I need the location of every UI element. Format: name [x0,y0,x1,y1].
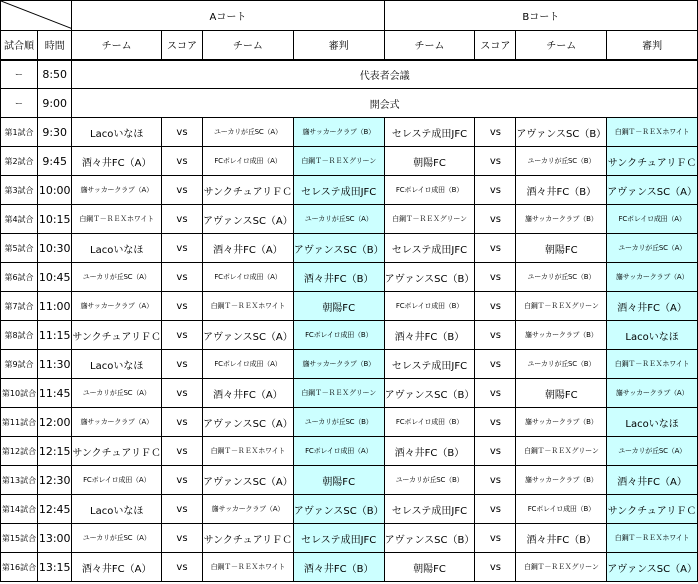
match-number: 第9試合 [1,350,38,379]
court-a-referee: アヴァンスSC（B） [293,234,384,263]
court-header-row [1,1,698,31]
match-time: 9:45 [38,147,72,176]
match-number: 第14試合 [1,495,38,524]
court-b-team1: アヴァンスSC（B） [384,263,475,292]
court-b-vs: vs [475,408,516,437]
court-a-team2: サンクチュアリＦＣ [203,176,294,205]
time-header: 時間 [38,31,72,60]
court-a-referee: アヴァンスSC（B） [293,495,384,524]
match-time: 12:30 [38,466,72,495]
court-a-vs: vs [161,553,202,582]
court-b-team1: FCボレイロ成田（B） [384,408,475,437]
court-a-vs: vs [161,379,202,408]
court-a-referee: FCボレイロ成田（B） [293,321,384,350]
match-number: 第2試合 [1,147,38,176]
court-a-team1: 旛サッカークラブ（A） [72,292,162,321]
court-b-vs: vs [475,176,516,205]
court-a-team1: Lacoいなほ [72,234,162,263]
court-b-team1: FCボレイロ成田（B） [384,176,475,205]
match-time: 10:15 [38,205,72,234]
court-a-team2: アヴァンスSC（A） [203,321,294,350]
court-b-team2: FCボレイロ成田（B） [516,495,607,524]
match-number: 第5試合 [1,234,38,263]
court-b-vs: vs [475,205,516,234]
court-b-team2: 旛サッカークラブ（B） [516,466,607,495]
court-b-team2: 酒々井FC（B） [516,176,607,205]
court-a-vs: vs [161,292,202,321]
special-label: 開会式 [72,89,698,118]
court-a-vs: vs [161,205,202,234]
court-b-referee: 酒々井FC（A） [607,292,698,321]
court-a-team1: Lacoいなほ [72,350,162,379]
b-referee-header: 審判 [607,31,698,60]
court-b-vs: vs [475,553,516,582]
court-a-team2: アヴァンスSC（A） [203,466,294,495]
court-b-vs: vs [475,524,516,553]
court-b-referee: サンクチュアリＦＣ [607,147,698,176]
court-b-team1: 白鋼Ｔ－ＲＥＸグリーン [384,205,475,234]
diagonal-line [1,1,72,31]
court-a-referee: 朝陽FC [293,466,384,495]
court-a-vs: vs [161,495,202,524]
match-row [1,292,698,321]
court-b-team2: 旛サッカークラブ（B） [516,205,607,234]
a-referee-header: 審判 [293,31,384,60]
a-score-header: スコア [161,31,202,60]
court-a-vs: vs [161,147,202,176]
b-team1-header: チーム [384,31,475,60]
court-a-team2: 白鋼Ｔ－ＲＥＸホワイト [203,437,294,466]
match-number: 第4試合 [1,205,38,234]
match-time: 11:15 [38,321,72,350]
special-time: 8:50 [38,60,72,89]
corner-cell [1,1,72,31]
court-b-referee: 白鋼Ｔ－ＲＥＸホワイト [607,350,698,379]
court-b-referee: 酒々井FC（A） [607,466,698,495]
court-a-vs: vs [161,524,202,553]
special-row [1,60,698,89]
court-b-team2: ユーカリが丘SC（B） [516,350,607,379]
match-row [1,118,698,147]
court-a-team2: 白鋼Ｔ－ＲＥＸホワイト [203,553,294,582]
court-a-vs: vs [161,466,202,495]
match-time: 10:30 [38,234,72,263]
court-a-referee: ユーカリが丘SC（A） [293,205,384,234]
match-time: 13:00 [38,524,72,553]
court-a-team2: ユーカリが丘SC（A） [203,118,294,147]
court-a-referee: セレステ成田JFC [293,524,384,553]
match-time: 9:30 [38,118,72,147]
court-b-referee: アヴァンスSC（A） [607,553,698,582]
match-row [1,495,698,524]
court-a-referee: 白鋼Ｔ－ＲＥＸグリーン [293,147,384,176]
court-a-vs: vs [161,263,202,292]
match-row [1,205,698,234]
court-b-referee: 白鋼Ｔ－ＲＥＸホワイト [607,524,698,553]
court-a-team2: FCボレイロ成田（A） [203,147,294,176]
court-b-team2: 旛サッカークラブ（B） [516,321,607,350]
match-time: 11:30 [38,350,72,379]
match-row [1,176,698,205]
special-time: 9:00 [38,89,72,118]
court-a-team1: 酒々井FC（A） [72,553,162,582]
court-b-team1: FCボレイロ成田（B） [384,292,475,321]
court-b-team1: 朝陽FC [384,147,475,176]
special-row [1,89,698,118]
court-b-team2: アヴァンスSC（B） [516,118,607,147]
court-b-team2: 朝陽FC [516,234,607,263]
court-a-referee: セレステ成田JFC [293,176,384,205]
match-time: 11:00 [38,292,72,321]
court-b-vs: vs [475,379,516,408]
court-b-vs: vs [475,350,516,379]
court-a-team2: FCボレイロ成田（A） [203,350,294,379]
match-row [1,437,698,466]
court-a-team1: Lacoいなほ [72,495,162,524]
court-b-team1: セレステ成田JFC [384,350,475,379]
court-a-team2: FCボレイロ成田（A） [203,263,294,292]
court-b-referee: ユーカリが丘SC（A） [607,234,698,263]
a-team1-header: チーム [72,31,162,60]
match-number: 第3試合 [1,176,38,205]
court-b-team1: 朝陽FC [384,553,475,582]
court-b-team1: アヴァンスSC（B） [384,379,475,408]
match-row [1,321,698,350]
court-a-vs: vs [161,118,202,147]
court-b-referee: Lacoいなほ [607,321,698,350]
court-b-team2: 朝陽FC [516,379,607,408]
court-b-referee: サンクチュアリＦＣ [607,495,698,524]
court-a-team2: 酒々井FC（A） [203,379,294,408]
court-b-vs: vs [475,437,516,466]
court-b-vs: vs [475,321,516,350]
court-a-header: Aコート [72,1,384,31]
match-number: 第12試合 [1,437,38,466]
court-a-referee: ユーカリが丘SC（B） [293,408,384,437]
match-number: 第7試合 [1,292,38,321]
court-a-team1: 旛サッカークラブ（A） [72,176,162,205]
match-order-header: 試合順 [1,31,38,60]
court-b-team2: 酒々井FC（B） [516,524,607,553]
match-time: 10:00 [38,176,72,205]
match-row [1,234,698,263]
court-a-vs: vs [161,437,202,466]
court-b-vs: vs [475,263,516,292]
court-b-referee: FCボレイロ成田（A） [607,205,698,234]
court-a-referee: 朝陽FC [293,292,384,321]
match-row [1,350,698,379]
court-b-vs: vs [475,495,516,524]
match-number: 第1試合 [1,118,38,147]
court-b-team1: 酒々井FC（B） [384,321,475,350]
court-a-referee: 白鋼Ｔ－ＲＥＸグリーン [293,379,384,408]
court-b-team2: ユーカリが丘SC（B） [516,263,607,292]
court-b-team1: セレステ成田JFC [384,495,475,524]
court-b-team2: 白鋼Ｔ－ＲＥＸグリーン [516,437,607,466]
court-b-referee: 旛サッカークラブ（A） [607,263,698,292]
court-b-header: Bコート [384,1,697,31]
court-a-team1: ユーカリが丘SC（A） [72,524,162,553]
court-a-team1: 酒々井FC（A） [72,147,162,176]
court-b-team1: ユーカリが丘SC（B） [384,466,475,495]
court-a-team1: ユーカリが丘SC（A） [72,263,162,292]
court-b-team2: 白鋼Ｔ－ＲＥＸグリーン [516,292,607,321]
court-b-vs: vs [475,466,516,495]
match-row [1,147,698,176]
court-a-vs: vs [161,234,202,263]
b-team2-header: チーム [516,31,607,60]
court-b-team2: ユーカリが丘SC（B） [516,147,607,176]
court-b-referee: アヴァンスSC（A） [607,176,698,205]
court-a-team2: アヴァンスSC（A） [203,205,294,234]
court-a-referee: 旛サッカークラブ（B） [293,118,384,147]
special-label: 代表者会議 [72,60,698,89]
court-a-vs: vs [161,408,202,437]
match-number: 第15試合 [1,524,38,553]
court-a-referee: FCボレイロ成田（A） [293,437,384,466]
court-b-team1: セレステ成田JFC [384,118,475,147]
court-b-referee: 旛サッカークラブ（A） [607,379,698,408]
court-a-vs: vs [161,350,202,379]
match-number: 第16試合 [1,553,38,582]
court-a-team2: 旛サッカークラブ（A） [203,495,294,524]
court-a-team1: サンクチュアリＦＣ [72,321,162,350]
court-a-referee: 旛サッカークラブ（B） [293,350,384,379]
court-a-team1: ユーカリが丘SC（A） [72,379,162,408]
court-a-team2: アヴァンスSC（A） [203,408,294,437]
match-number: 第8試合 [1,321,38,350]
court-a-team1: 旛サッカークラブ（A） [72,408,162,437]
court-b-vs: vs [475,292,516,321]
court-b-team2: 白鋼Ｔ－ＲＥＸグリーン [516,553,607,582]
court-a-team2: サンクチュアリＦＣ [203,524,294,553]
court-a-referee: 酒々井FC（B） [293,263,384,292]
b-score-header: スコア [475,31,516,60]
special-mark: ー [1,89,38,118]
court-a-vs: vs [161,176,202,205]
match-time: 10:45 [38,263,72,292]
match-row [1,263,698,292]
court-b-referee: ユーカリが丘SC（A） [607,437,698,466]
court-b-team1: 酒々井FC（B） [384,437,475,466]
court-b-vs: vs [475,118,516,147]
court-a-team2: 酒々井FC（A） [203,234,294,263]
a-team2-header: チーム [203,31,294,60]
match-time: 11:45 [38,379,72,408]
match-time: 12:00 [38,408,72,437]
match-row [1,466,698,495]
court-a-team1: 白鋼Ｔ－ＲＥＸホワイト [72,205,162,234]
match-time: 12:15 [38,437,72,466]
column-header-row [1,31,698,60]
court-a-referee: 酒々井FC（B） [293,553,384,582]
court-a-team1: FCボレイロ成田（A） [72,466,162,495]
court-a-vs: vs [161,321,202,350]
court-b-vs: vs [475,147,516,176]
match-time: 12:45 [38,495,72,524]
match-row [1,524,698,553]
court-a-team1: Lacoいなほ [72,118,162,147]
court-b-referee: Lacoいなほ [607,408,698,437]
match-time: 13:15 [38,553,72,582]
court-b-vs: vs [475,234,516,263]
match-number: 第10試合 [1,379,38,408]
court-a-team2: 白鋼Ｔ－ＲＥＸホワイト [203,292,294,321]
court-b-referee: 白鋼Ｔ－ＲＥＸホワイト [607,118,698,147]
court-b-team2: 旛サッカークラブ（B） [516,408,607,437]
court-a-team1: サンクチュアリＦＣ [72,437,162,466]
court-b-team1: セレステ成田JFC [384,234,475,263]
special-mark: ー [1,60,38,89]
match-row [1,379,698,408]
court-b-team1: アヴァンスSC（B） [384,524,475,553]
match-number: 第11試合 [1,408,38,437]
match-row [1,553,698,582]
match-number: 第13試合 [1,466,38,495]
match-row [1,408,698,437]
match-number: 第6試合 [1,263,38,292]
